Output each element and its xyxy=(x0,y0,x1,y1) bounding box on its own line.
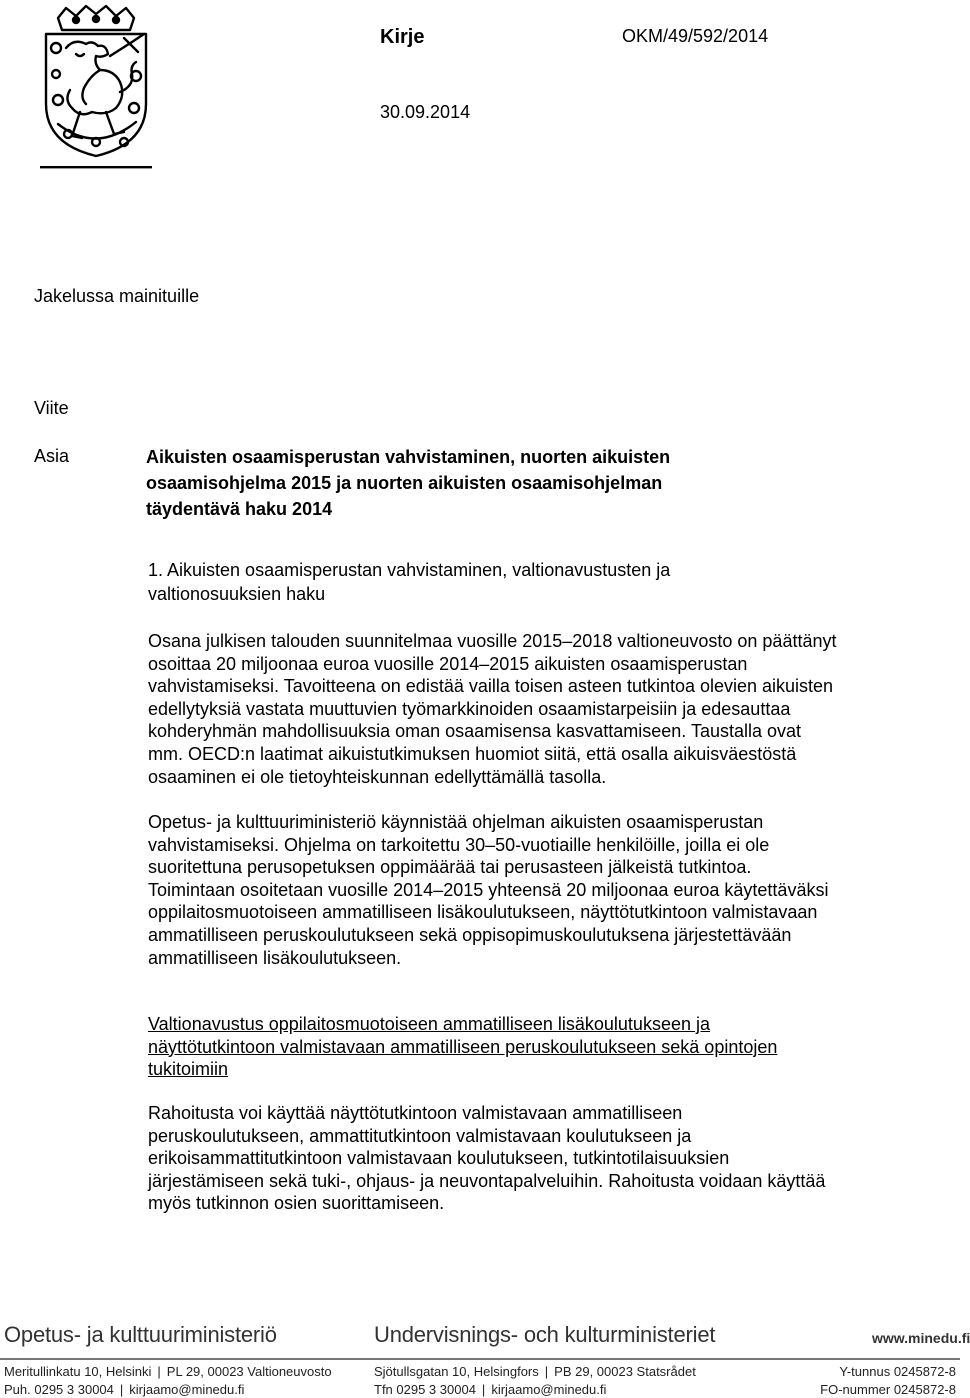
text-line: osoittaa 20 miljoonaa euroa vuosille 2014–2015 aikuisten osaamisperustan xyxy=(148,653,748,674)
reference-number: OKM/49/592/2014 xyxy=(622,26,769,46)
text-line: Rahoitusta voi käyttää näyttötutkintoon valmistavaan ammatilliseen xyxy=(148,1103,683,1123)
text-line: Toimintaan osoitetaan vuosille 2014–2015 yhteensä 20 miljoonaa euroa käytettäväksi xyxy=(148,879,829,900)
document-type: Kirje xyxy=(380,26,425,48)
section-title xyxy=(148,558,868,606)
text-line: vahvistamiseksi. Ohjelma on tarkoitettu 30–50-vuotiaille henkilöille, joilla ei ole xyxy=(148,834,770,855)
sv-email-link[interactable]: kirjaamo@minedu.fi xyxy=(491,1382,607,1397)
sv-phone: Tfn 0295 3 30004 xyxy=(374,1382,476,1397)
ministry-name-sv: Undervisnings- och kulturministeriet xyxy=(374,1322,716,1347)
text-line: vahvistamiseksi. Tavoitteena on edistää vailla toisen asteen tutkintoa olevien aikuisten xyxy=(148,676,834,697)
business-id-fi: Y-tunnus 0245872-8 xyxy=(839,1364,956,1379)
paragraph-2 xyxy=(148,811,898,969)
document-date: 30.09.2014 xyxy=(380,102,471,122)
paragraph-1 xyxy=(148,630,898,788)
footer-fi-address: Meritullinkatu 10, Helsinki | PL 29, 00023 Valtioneuvosto xyxy=(4,1364,332,1379)
subheading-line: näyttötutkintoon valmistavaan ammatilliseen peruskoulutukseen sekä opintojen xyxy=(148,1036,778,1057)
section-title-line: 1. Aikuisten osaamisperustan vahvistaminen, valtionavustusten ja xyxy=(148,560,671,580)
text-line: ammatilliseen peruskoulutukseen sekä oppisopimuskoulutuksena järjestettävään xyxy=(148,924,792,945)
text-line: edellytyksiä vastata muuttuvien työmarkkinoiden osaamistarpeisiin ja edesauttaa xyxy=(148,698,791,719)
subject-line: täydentävä haku 2014 xyxy=(146,499,333,519)
paragraph-3 xyxy=(148,1102,898,1215)
sv-postal-address: PB 29, 00023 Statsrådet xyxy=(554,1364,696,1379)
text-line: järjestämiseen sekä tuki-, ohjaus- ja neuvontapalveluihin. Rahoitusta voidaan käyttää xyxy=(148,1170,826,1191)
footer-sv-address: Sjötullsgatan 10, Helsingfors | PB 29, 00023 Statsrådet xyxy=(374,1364,696,1379)
website-link[interactable]: www.minedu.fi xyxy=(872,1330,970,1346)
fi-street-address: Meritullinkatu 10, Helsinki xyxy=(4,1364,152,1379)
text-line: ammatilliseen lisäkoulutukseen. xyxy=(148,947,402,968)
text-line: myös tutkinnon osien suorittamiseen. xyxy=(148,1193,445,1214)
text-line: kohderyhmän mahdollisuuksia oman osaamisensa kasvattamiseen. Taustalla ovat xyxy=(148,721,802,742)
text-line: mm. OECD:n laatimat aikuistutkimuksen huomiot siitä, että osalla aikuisväestöstä xyxy=(148,743,797,764)
sv-street-address: Sjötullsgatan 10, Helsingfors xyxy=(374,1364,539,1379)
subject-label: Asia xyxy=(34,446,70,466)
subheading-line: Valtionavustus oppilaitosmuotoiseen ammatilliseen lisäkoulutukseen ja xyxy=(148,1014,710,1034)
text-line: Opetus- ja kulttuuriministeriö käynnistää ohjelman aikuisten osaamisperustan xyxy=(148,812,764,832)
recipient: Jakelussa mainituille xyxy=(34,286,200,306)
subject-heading xyxy=(146,444,866,522)
section-title-line: valtionosuuksien haku xyxy=(148,584,326,604)
business-id-sv: FO-nummer 0245872-8 xyxy=(820,1382,956,1397)
subheading-line: tukitoimiin xyxy=(148,1059,229,1080)
subject-line: Aikuisten osaamisperustan vahvistaminen, nuorten aikuisten xyxy=(146,447,671,467)
text-line: peruskoulutukseen, ammattitutkintoon valmistavaan koulutukseen ja xyxy=(148,1125,692,1146)
subject-line: osaamisohjelma 2015 ja nuorten aikuisten osaamisohjelman xyxy=(146,473,663,493)
text-line: erikoisammattitutkintoon valmistavaan koulutukseen, tutkintotilaisuuksien xyxy=(148,1148,730,1169)
coat-of-arms-logo xyxy=(36,4,156,172)
fi-email-link[interactable]: kirjaamo@minedu.fi xyxy=(129,1382,245,1397)
fi-postal-address: PL 29, 00023 Valtioneuvosto xyxy=(166,1364,332,1379)
footer-divider xyxy=(0,1358,960,1360)
reference-label: Viite xyxy=(34,398,69,418)
footer-fi-contact: Puh. 0295 3 30004 | kirjaamo@minedu.fi xyxy=(4,1382,245,1397)
text-line: osaaminen ei ole tietoyhteiskunnan edellyttämällä tasolla. xyxy=(148,766,607,787)
text-line: Osana julkisen talouden suunnitelmaa vuosille 2015–2018 valtioneuvosto on päättänyt xyxy=(148,631,837,651)
fi-phone: Puh. 0295 3 30004 xyxy=(4,1382,114,1397)
text-line: oppilaitosmuotoiseen ammatilliseen lisäkoulutukseen, näyttötutkintoon valmistavaan xyxy=(148,902,818,923)
subheading xyxy=(148,1013,898,1081)
text-line: suoritettuna perusopetuksen oppimäärää tai perusasteen jälkeistä tutkintoa. xyxy=(148,857,752,878)
footer-sv-contact: Tfn 0295 3 30004 | kirjaamo@minedu.fi xyxy=(374,1382,607,1397)
ministry-name-fi: Opetus- ja kulttuuriministeriö xyxy=(4,1322,277,1347)
